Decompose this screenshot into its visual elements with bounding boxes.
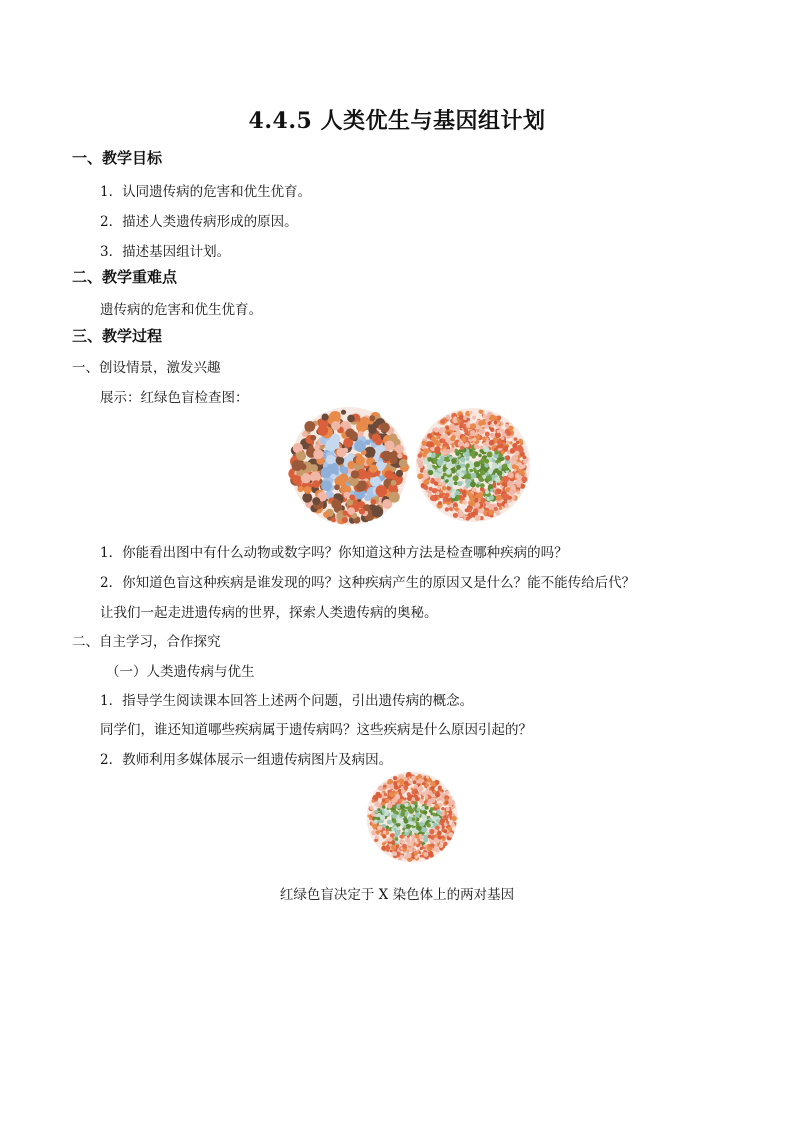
step-heading-1: 一、创设情景，激发兴趣 [72,360,221,376]
subsection-item-3: 2．教师利用多媒体展示一组遗传病图片及病因。 [100,752,393,768]
objective-item-3: 3．描述基因组计划。 [100,244,231,260]
step-heading-2: 二、自主学习，合作探究 [72,634,221,650]
document-title: 4.4.5 人类优生与基因组计划 [248,108,546,134]
lead-in-text: 让我们一起走进遗传病的世界，探索人类遗传病的奥秘。 [100,605,438,621]
objective-item-1: 1．认同遗传病的危害和优生优育。 [100,184,312,200]
key-points-text: 遗传病的危害和优生优育。 [100,302,262,318]
show-label: 展示：红绿色盲检查图： [100,390,249,406]
subsection-item-2: 同学们，谁还知道哪些疾病属于遗传病吗？这些疾病是什么原因引起的？ [100,722,532,738]
objective-item-2: 2．描述人类遗传病形成的原因。 [100,214,298,230]
question-2: 2．你知道色盲这种疾病是谁发现的吗？这种疾病产生的原因又是什么？能不能传给后代？ [100,575,636,591]
color-blindness-number-plate-image [288,405,410,527]
question-1: 1．你能看出图中有什么动物或数字吗？你知道这种方法是检查哪种疾病的吗？ [100,545,568,561]
section-heading-process: 三、教学过程 [72,327,163,345]
subsection-heading-1: （一）人类遗传病与优生 [106,664,255,680]
color-blindness-animal-plate-image [414,406,532,524]
figure-caption: 红绿色盲决定于 X 染色体上的两对基因 [279,887,515,903]
subsection-item-1: 1．指导学生阅读课本回答上述两个问题，引出遗传病的概念。 [100,693,474,709]
color-blindness-plate-small-image [365,770,459,864]
section-heading-key-points: 二、教学重难点 [72,268,178,286]
section-heading-objectives: 一、教学目标 [72,149,163,167]
